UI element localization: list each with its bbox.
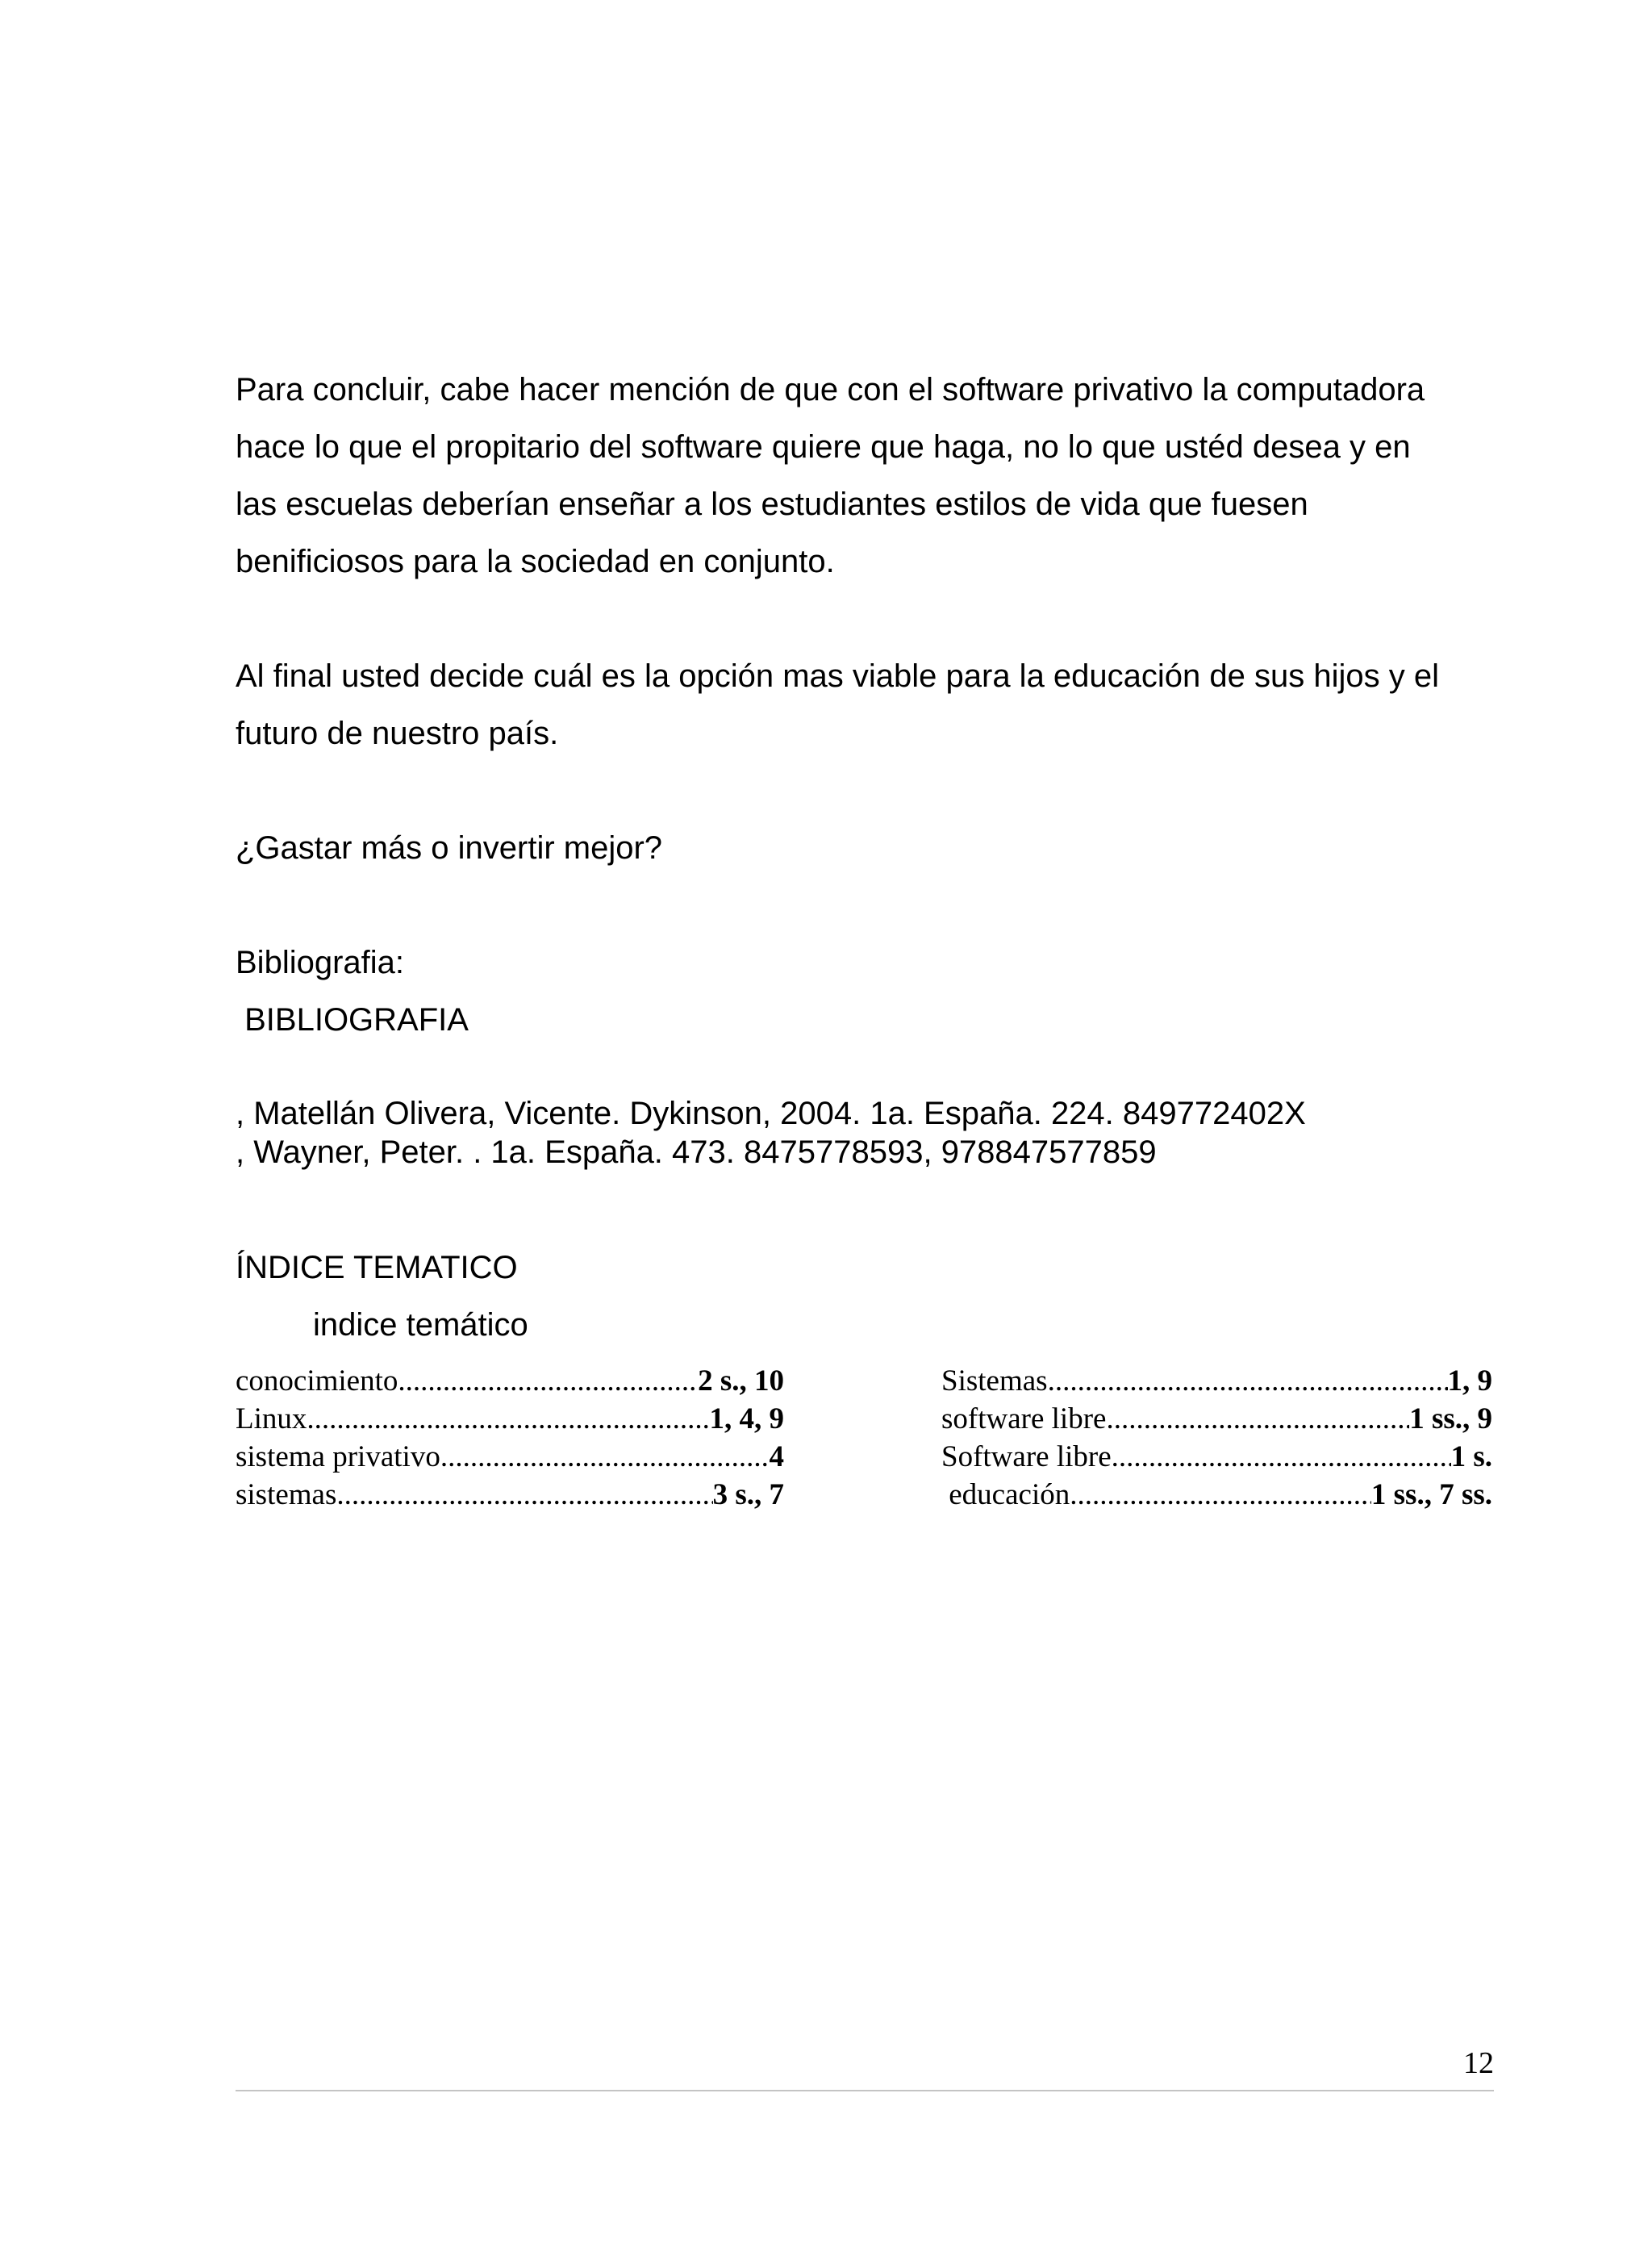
text-line: Para concluir, cabe hacer mención de que con el software privativo la computadora [236, 372, 1425, 407]
bibliography-list [236, 1094, 1306, 1172]
text-line: hace lo que el propitario del software quiere que haga, no lo que ustéd desea y en [236, 429, 1411, 465]
index-subtitle: indice temático [313, 1307, 528, 1343]
index-term: sistema privativo [236, 1440, 440, 1473]
index-pages: 1 ss., 9 [1409, 1402, 1492, 1435]
index-entry [941, 1362, 1492, 1400]
question-paragraph: ¿Gastar más o invertir mejor? [236, 830, 663, 866]
conclusion-paragraph [236, 361, 1494, 591]
bibliography-entry: , Matellán Olivera, Vicente. Dykinson, 2004. 1a. España. 224. 849772402X [236, 1096, 1306, 1131]
index-column-right [941, 1362, 1492, 1514]
index-entry [941, 1438, 1492, 1476]
index-pages: 1 ss., 7 ss. [1370, 1478, 1492, 1511]
text-line: las escuelas deberían enseñar a los estudiantes estilos de vida que fuesen [236, 487, 1308, 522]
bibliography-heading: BIBLIOGRAFIA [236, 1002, 469, 1038]
index-pages: 3 s., 7 [712, 1478, 784, 1511]
page-number: 12 [1463, 2046, 1494, 2080]
index-entry [236, 1476, 784, 1514]
index-term: conocimiento [236, 1364, 398, 1398]
dot-leader [1070, 1476, 1371, 1514]
index-term: Sistemas [941, 1364, 1048, 1398]
index-term: Software libre [941, 1440, 1112, 1473]
bibliography-label: Bibliografia: [236, 945, 405, 980]
dot-leader [398, 1362, 698, 1400]
index-column-left [236, 1362, 784, 1514]
index-entry [941, 1476, 1492, 1514]
index-pages: 1, 9 [1447, 1364, 1492, 1398]
index-pages: 4 [769, 1440, 784, 1473]
index-entry [236, 1362, 784, 1400]
decision-paragraph [236, 648, 1494, 763]
index-entry [236, 1400, 784, 1438]
index-term: Linux [236, 1402, 307, 1435]
index-term: software libre [941, 1402, 1107, 1435]
index-title: ÍNDICE TEMATICO [236, 1250, 518, 1285]
text-line: benificiosos para la sociedad en conjunto. [236, 544, 835, 579]
index-entry [941, 1400, 1492, 1438]
index-pages: 1, 4, 9 [709, 1402, 784, 1435]
index-pages: 2 s., 10 [698, 1364, 784, 1398]
dot-leader [1112, 1438, 1451, 1476]
dot-leader [1106, 1400, 1409, 1438]
text-line: futuro de nuestro país. [236, 716, 559, 751]
dot-leader [336, 1476, 712, 1514]
index-entry [236, 1438, 784, 1476]
index-term: educación [941, 1478, 1070, 1511]
footer-divider [236, 2090, 1494, 2091]
index-term: sistemas [236, 1478, 337, 1511]
bibliography-entry: , Wayner, Peter. . 1a. España. 473. 8475778593, 978847577859 [236, 1134, 1157, 1170]
index-pages: 1 s. [1450, 1440, 1492, 1473]
dot-leader [1048, 1362, 1448, 1400]
text-line: Al final usted decide cuál es la opción mas viable para la educación de sus hijos y el [236, 658, 1439, 694]
dot-leader [307, 1400, 709, 1438]
dot-leader [440, 1438, 770, 1476]
